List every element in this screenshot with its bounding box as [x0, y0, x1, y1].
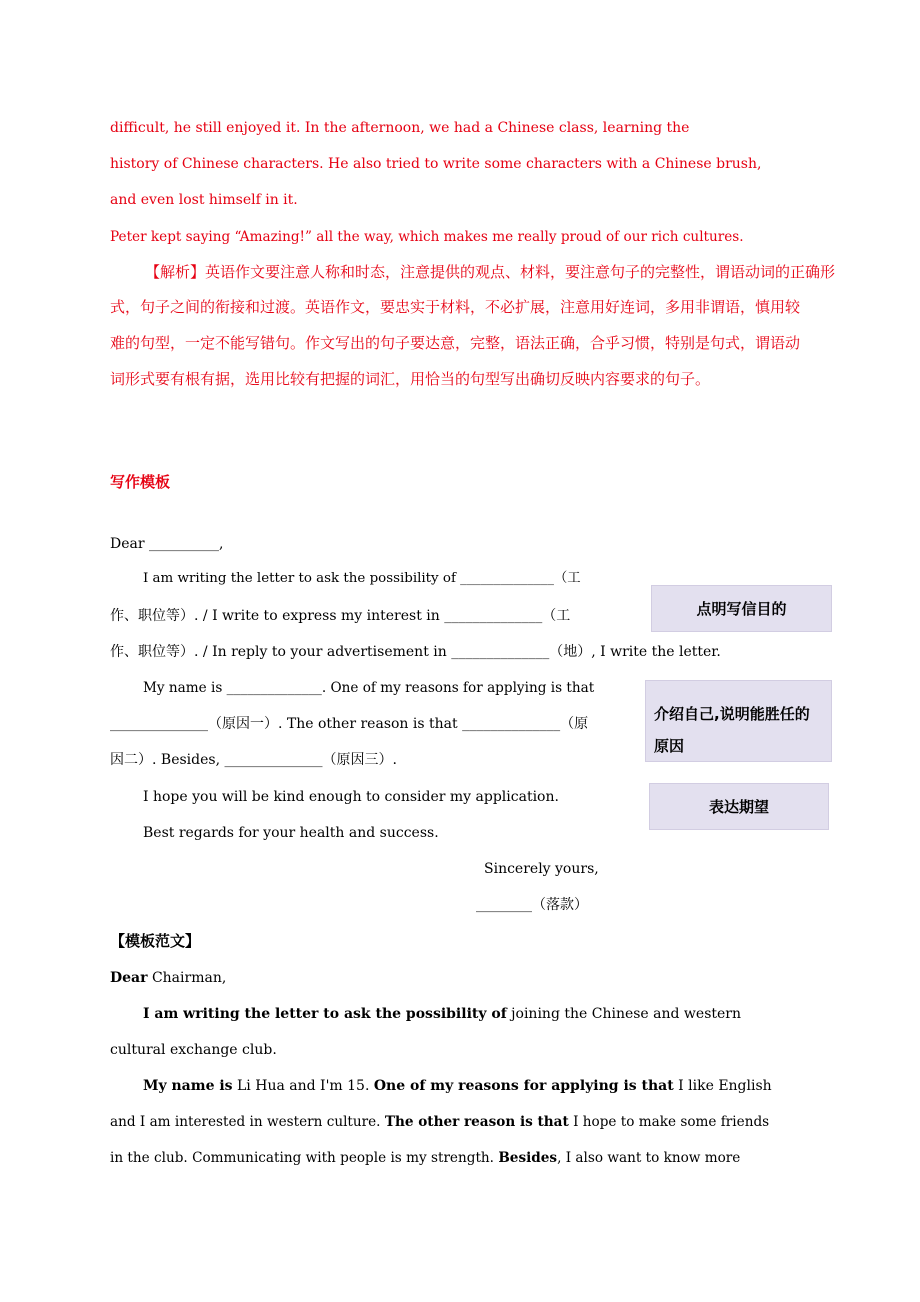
answer-line-4: Peter kept saying “Amazing!” all the way, which makes me really proud of our rich cultures. [110, 229, 744, 245]
sample-salutation-bold: Dear [110, 970, 148, 986]
sample-heading: 【模板范文】 [110, 932, 201, 950]
analysis-line-4: 词形式要有根有据，选用比较有把握的词汇，用恰当的句型写出确切反映内容要求的句子。 [110, 370, 711, 388]
answer-line-1: difficult, he still enjoyed it. In the afternoon, we had a Chinese class, learning the [110, 120, 690, 136]
sample-p2-text-2: I like English [673, 1078, 772, 1094]
sample-p4-text-1: in the club. Communicating with people is my strength. [110, 1150, 499, 1166]
note-box-purpose-label: 点明写信目的 [696, 600, 787, 618]
sample-p1-bold: I am writing the letter to ask the possibility of [143, 1006, 507, 1022]
sample-p4-text-2: , I also want to know more [557, 1150, 741, 1166]
sample-salutation-rest: Chairman, [147, 970, 227, 986]
note-box-expect [649, 783, 829, 830]
sample-p2-text-1: Li Hua and I'm 15. [232, 1078, 374, 1094]
note-box-purpose [651, 585, 832, 632]
sample-line-3 [143, 1076, 772, 1096]
template-line-6: 因二）. Besides, ______________（原因三）. [110, 752, 397, 768]
template-signature: ________（落款） [476, 897, 588, 913]
sample-p4-bold: Besides [498, 1150, 558, 1166]
template-heading: 写作模板 [110, 473, 171, 491]
note-box-intro-line2: 原因 [654, 737, 685, 755]
answer-line-2: history of Chinese characters. He also tried to write some characters with a Chinese brush, [110, 156, 762, 172]
analysis-line-3: 难的句型，一定不能写错句。作文写出的句子要达意，完整，语法正确，合乎习惯，特别是句式，谓语动 [110, 334, 801, 352]
sample-p2-bold-1: My name is [143, 1078, 233, 1094]
note-box-intro [645, 680, 832, 762]
note-box-intro-line1: 介绍自己,说明能胜任的 [654, 705, 810, 723]
sample-salutation [110, 968, 226, 988]
template-line-2: 作、职位等）. / I write to express my interest in ______________（工 [110, 608, 571, 624]
template-line-4: My name is ______________. One of my reasons for applying is that [143, 680, 595, 696]
note-box-expect-label: 表达期望 [708, 798, 769, 816]
sample-p1-rest: joining the Chinese and western [506, 1006, 742, 1022]
answer-line-3: and even lost himself in it. [110, 192, 298, 208]
template-line-3: 作、职位等）. / In reply to your advertisement in ______________（地）, I write the letter. [110, 644, 721, 660]
sample-p3-text-2: I hope to make some friends [568, 1114, 770, 1130]
sample-p3-text-1: and I am interested in western culture. [110, 1114, 385, 1130]
template-line-1: I am writing the letter to ask the possibility of ______________（工 [143, 571, 581, 586]
template-line-5: ______________（原因一）. The other reason is that ______________（原 [110, 716, 589, 732]
sample-line-4 [110, 1112, 769, 1132]
template-closing: Sincerely yours, [484, 861, 599, 877]
sample-p3-bold: The other reason is that [384, 1114, 569, 1130]
sample-line-2: cultural exchange club. [110, 1042, 277, 1058]
sample-line-1 [143, 1004, 741, 1024]
analysis-line-1: 【解析】英语作文要注意人称和时态，注意提供的观点、材料，要注意句子的完整性，谓语动词的正确形 [145, 263, 836, 281]
sample-line-5 [110, 1148, 740, 1168]
analysis-line-2: 式，句子之间的衔接和过渡。英语作文，要忠实于材料，不必扩展，注意用好连词，多用非谓语，慎用较 [110, 298, 801, 316]
template-line-7: I hope you will be kind enough to consider my application. [143, 789, 559, 805]
sample-p2-bold-2: One of my reasons for applying is that [373, 1078, 674, 1094]
template-salutation: Dear __________, [110, 536, 224, 552]
template-line-8: Best regards for your health and success. [143, 825, 439, 841]
